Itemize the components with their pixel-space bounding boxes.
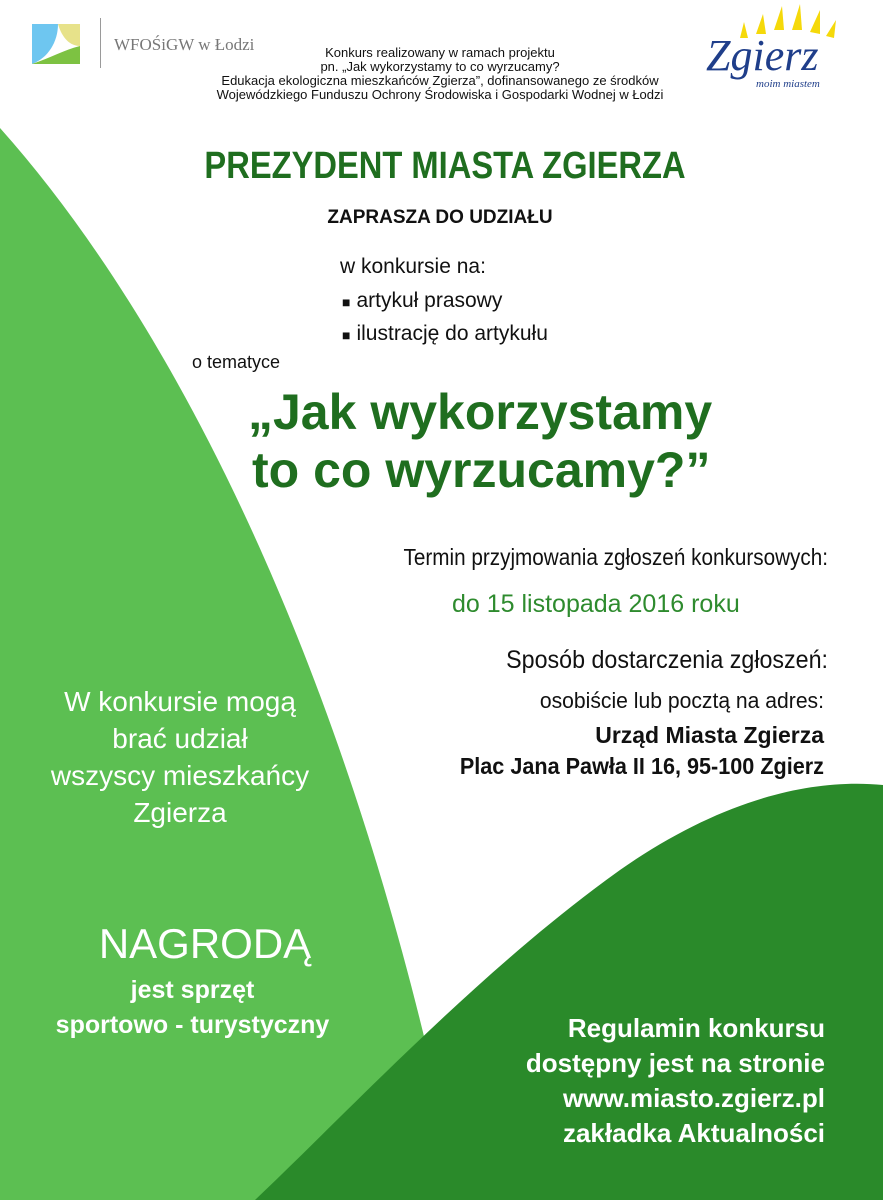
bullet-icon: ■	[342, 294, 351, 310]
project-description	[180, 46, 700, 102]
office-name: Urząd Miasta Zgierza	[595, 722, 824, 748]
rules-line: zakładka Aktualności	[562, 1118, 825, 1148]
theme-title	[248, 383, 712, 499]
invite-text: ZAPRASZA DO UDZIAŁU	[327, 207, 553, 228]
wfos-leaf-icon	[28, 18, 84, 70]
page-title: PREZYDENT MIASTA ZGIERZA	[204, 145, 686, 187]
theme-line: to co wyrzucamy?”	[252, 442, 711, 498]
contest-items	[342, 285, 548, 351]
project-line: pn. „Jak wykorzystamy to co wyrzucamy?	[320, 59, 560, 74]
zgierz-logo-sub: moim miastem	[756, 78, 820, 90]
office-address: Plac Jana Pawła II 16, 95-100 Zgierz	[459, 753, 824, 779]
eligibility-line: W konkursie mogą	[64, 686, 296, 717]
theme-line: „Jak wykorzystamy	[248, 384, 713, 440]
wfos-divider	[100, 18, 101, 68]
prize-line: sportowo - turystyczny	[55, 1011, 330, 1039]
list-item: ■ ilustrację do artykułu	[342, 322, 548, 345]
rules-line: dostępny jest na stronie	[525, 1048, 825, 1078]
project-line: Wojewódzkiego Funduszu Ochrony Środowiska i Gospodarki Wodnej w Łodzi	[216, 87, 664, 102]
theme-intro: o tematyce	[192, 352, 281, 372]
project-line: Konkurs realizowany w ramach projektu	[325, 45, 555, 60]
rules-link[interactable]: www.miasto.zgierz.pl	[563, 1083, 825, 1113]
eligibility-line: wszyscy mieszkańcy	[50, 760, 310, 791]
deadline-date: do 15 listopada 2016 roku	[452, 590, 740, 618]
delivery-label: Sposób dostarczenia zgłoszeń:	[506, 646, 828, 674]
delivery-method: osobiście lub pocztą na adres:	[539, 688, 824, 713]
prize-headline: NAGRODĄ	[98, 920, 312, 967]
eligibility-line: brać udział	[112, 723, 248, 754]
prize-line: jest sprzęt	[130, 976, 255, 1004]
project-line: Edukacja ekologiczna mieszkańców Zgierza”, dofinansowanego ze środków	[221, 73, 659, 88]
wfos-label: WFOŚiGW w Łodzi	[114, 35, 255, 54]
deadline-label: Termin przyjmowania zgłoszeń konkursowych:	[403, 544, 828, 570]
zgierz-logo	[700, 0, 850, 95]
rules-line: Regulamin konkursu	[567, 1013, 825, 1043]
list-item: ■ artykuł prasowy	[342, 289, 503, 312]
rules-text	[420, 1011, 825, 1151]
eligibility-line: Zgierza	[133, 797, 227, 828]
bullet-icon: ■	[342, 327, 351, 343]
contest-intro: w konkursie na:	[340, 255, 486, 278]
wfos-logo	[28, 18, 84, 70]
prize-text	[0, 973, 385, 1043]
zgierz-logo-text: Zgierz	[706, 31, 819, 80]
eligibility-text	[20, 683, 340, 831]
